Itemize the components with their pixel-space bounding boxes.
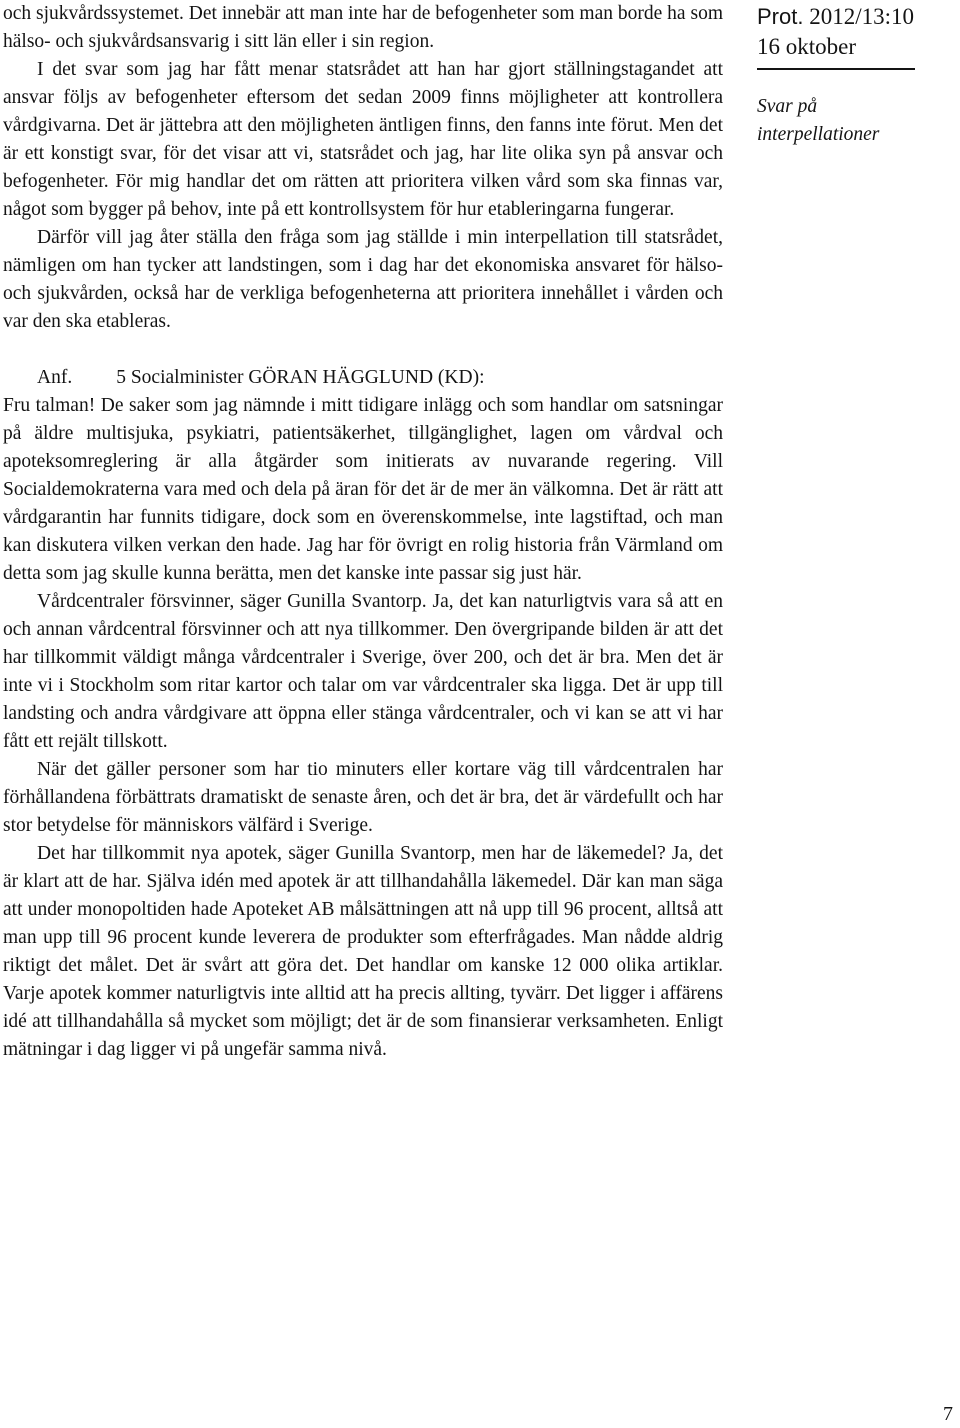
paragraph-continuation: och sjukvårdssystemet. Det innebär att man inte har de befogenheter som man borde ha som hälso- och sjukvårdsansvarig i sitt län eller i sin region. (3, 3, 723, 52)
speaker-number: 5 (116, 367, 126, 388)
protocol-reference (757, 2, 957, 32)
paragraph: Fru talman! De saker som jag nämnde i mitt tidigare inlägg och som handlar om satsningar på äldre multisjuka, psykiatri, patientsäkerhet, tillgänglighet, lagen om vårdval och apoteksomreglering är alla åtgärder som initierats av nuvarande regering. Vill Socialdemokraterna vara med och dela på äran för det är de mer än välkomna. Det är rätt att vårdgarantin har funnits tidigare, dock som en överenskommelse, inte lagstiftad, och man kan diskutera vilken verkan den hade. Jag har för övrigt en rolig historia från Värmland om detta som jag skulle kunna berätta, men det kanske inte passar sig just här. (3, 395, 723, 584)
protocol-number: 2012/13:10 (809, 4, 914, 29)
section-subject: Svar på interpellationer (757, 96, 880, 145)
main-text-column (3, 0, 723, 1064)
paragraph: Vårdcentraler försvinner, säger Gunilla Svantorp. Ja, det kan naturligtvis vara så att en och annan vårdcentral försvinner och att nya tillkommer. Den övergripande bilden är att det har tillkommit väldigt många vårdcentraler i Sverige, över 200, och det är bra. Men det är inte vi i Stockholm som ritar kartor och talar om var vårdcentraler ska ligga. Det är upp till landsting och andra vårdgivare att öppna eller stänga vårdcentraler, och vi kan se att vi har fått ett rejält tillskott. (3, 591, 723, 752)
paragraph: Därför vill jag åter ställa den fråga som jag ställde i min interpellation till statsrådet, nämligen om han tycker att landstingen, som i dag har det ekonomiska ansvaret för hälso- och sjukvården, också har de verkliga befogenheterna att prioritera innehållet i vården och var den ska etableras. (3, 227, 723, 332)
protocol-date: 16 oktober (757, 34, 857, 59)
margin-column (757, 0, 957, 149)
speaker-heading (3, 364, 723, 392)
speaker-name: Socialminister GÖRAN HÄGGLUND (KD): (130, 367, 485, 388)
paragraph: När det gäller personer som har tio minuters eller kortare väg till vårdcentralen har förhållandena förbättrats dramatiskt de senaste åren, och det är bra, det är värdefullt och har stor betydelse för människors välfärd i Sverige. (3, 759, 723, 836)
speaker-prefix: Anf. (37, 367, 73, 388)
paragraph: Det har tillkommit nya apotek, säger Gunilla Svantorp, men har de läkemedel? Ja, det är klart att de har. Själva idén med apotek är att tillhandahålla läkemedel. Där kan man säga att under monopoltiden hade Apoteket AB målsättningen att nå upp till 96 procent, alltså att man upp till 96 procent kunde leverera de produkter som efterfrågades. Man nådde aldrig riktigt det målet. Det är svårt att göra det. Det handlar om kanske 12 000 olika artiklar. Varje apotek kommer naturligtvis inte alltid att ha precis allting, tyvärr. Det ligger i affärens idé att tillhandahålla så mycket som möjligt; det är de som finansierar verksamheten. Enligt mätningar i dag ligger vi på ungefär samma nivå. (3, 843, 723, 1060)
protocol-label: Prot. (757, 4, 804, 29)
page-number: 7 (943, 1403, 953, 1425)
divider (757, 68, 915, 70)
paragraph: I det svar som jag har fått menar statsrådet att han har gjort ställningstagandet att ansvar följs av befogenheter eftersom det sedan 2009 finns möjligheter att kontrollera vårdgivarna. Det är jättebra att den möjligheten äntligen finns, den fanns inte förut. Men det är ett konstigt svar, för det visar att vi, statsrådet och jag, har lite olika syn på ansvar och befogenheter. För mig handlar det om rätten att prioritera vilken vård som ska finnas var, något som bygger på behov, inte på ett kontrollsystem för hur etableringarna fungerar. (3, 59, 723, 220)
